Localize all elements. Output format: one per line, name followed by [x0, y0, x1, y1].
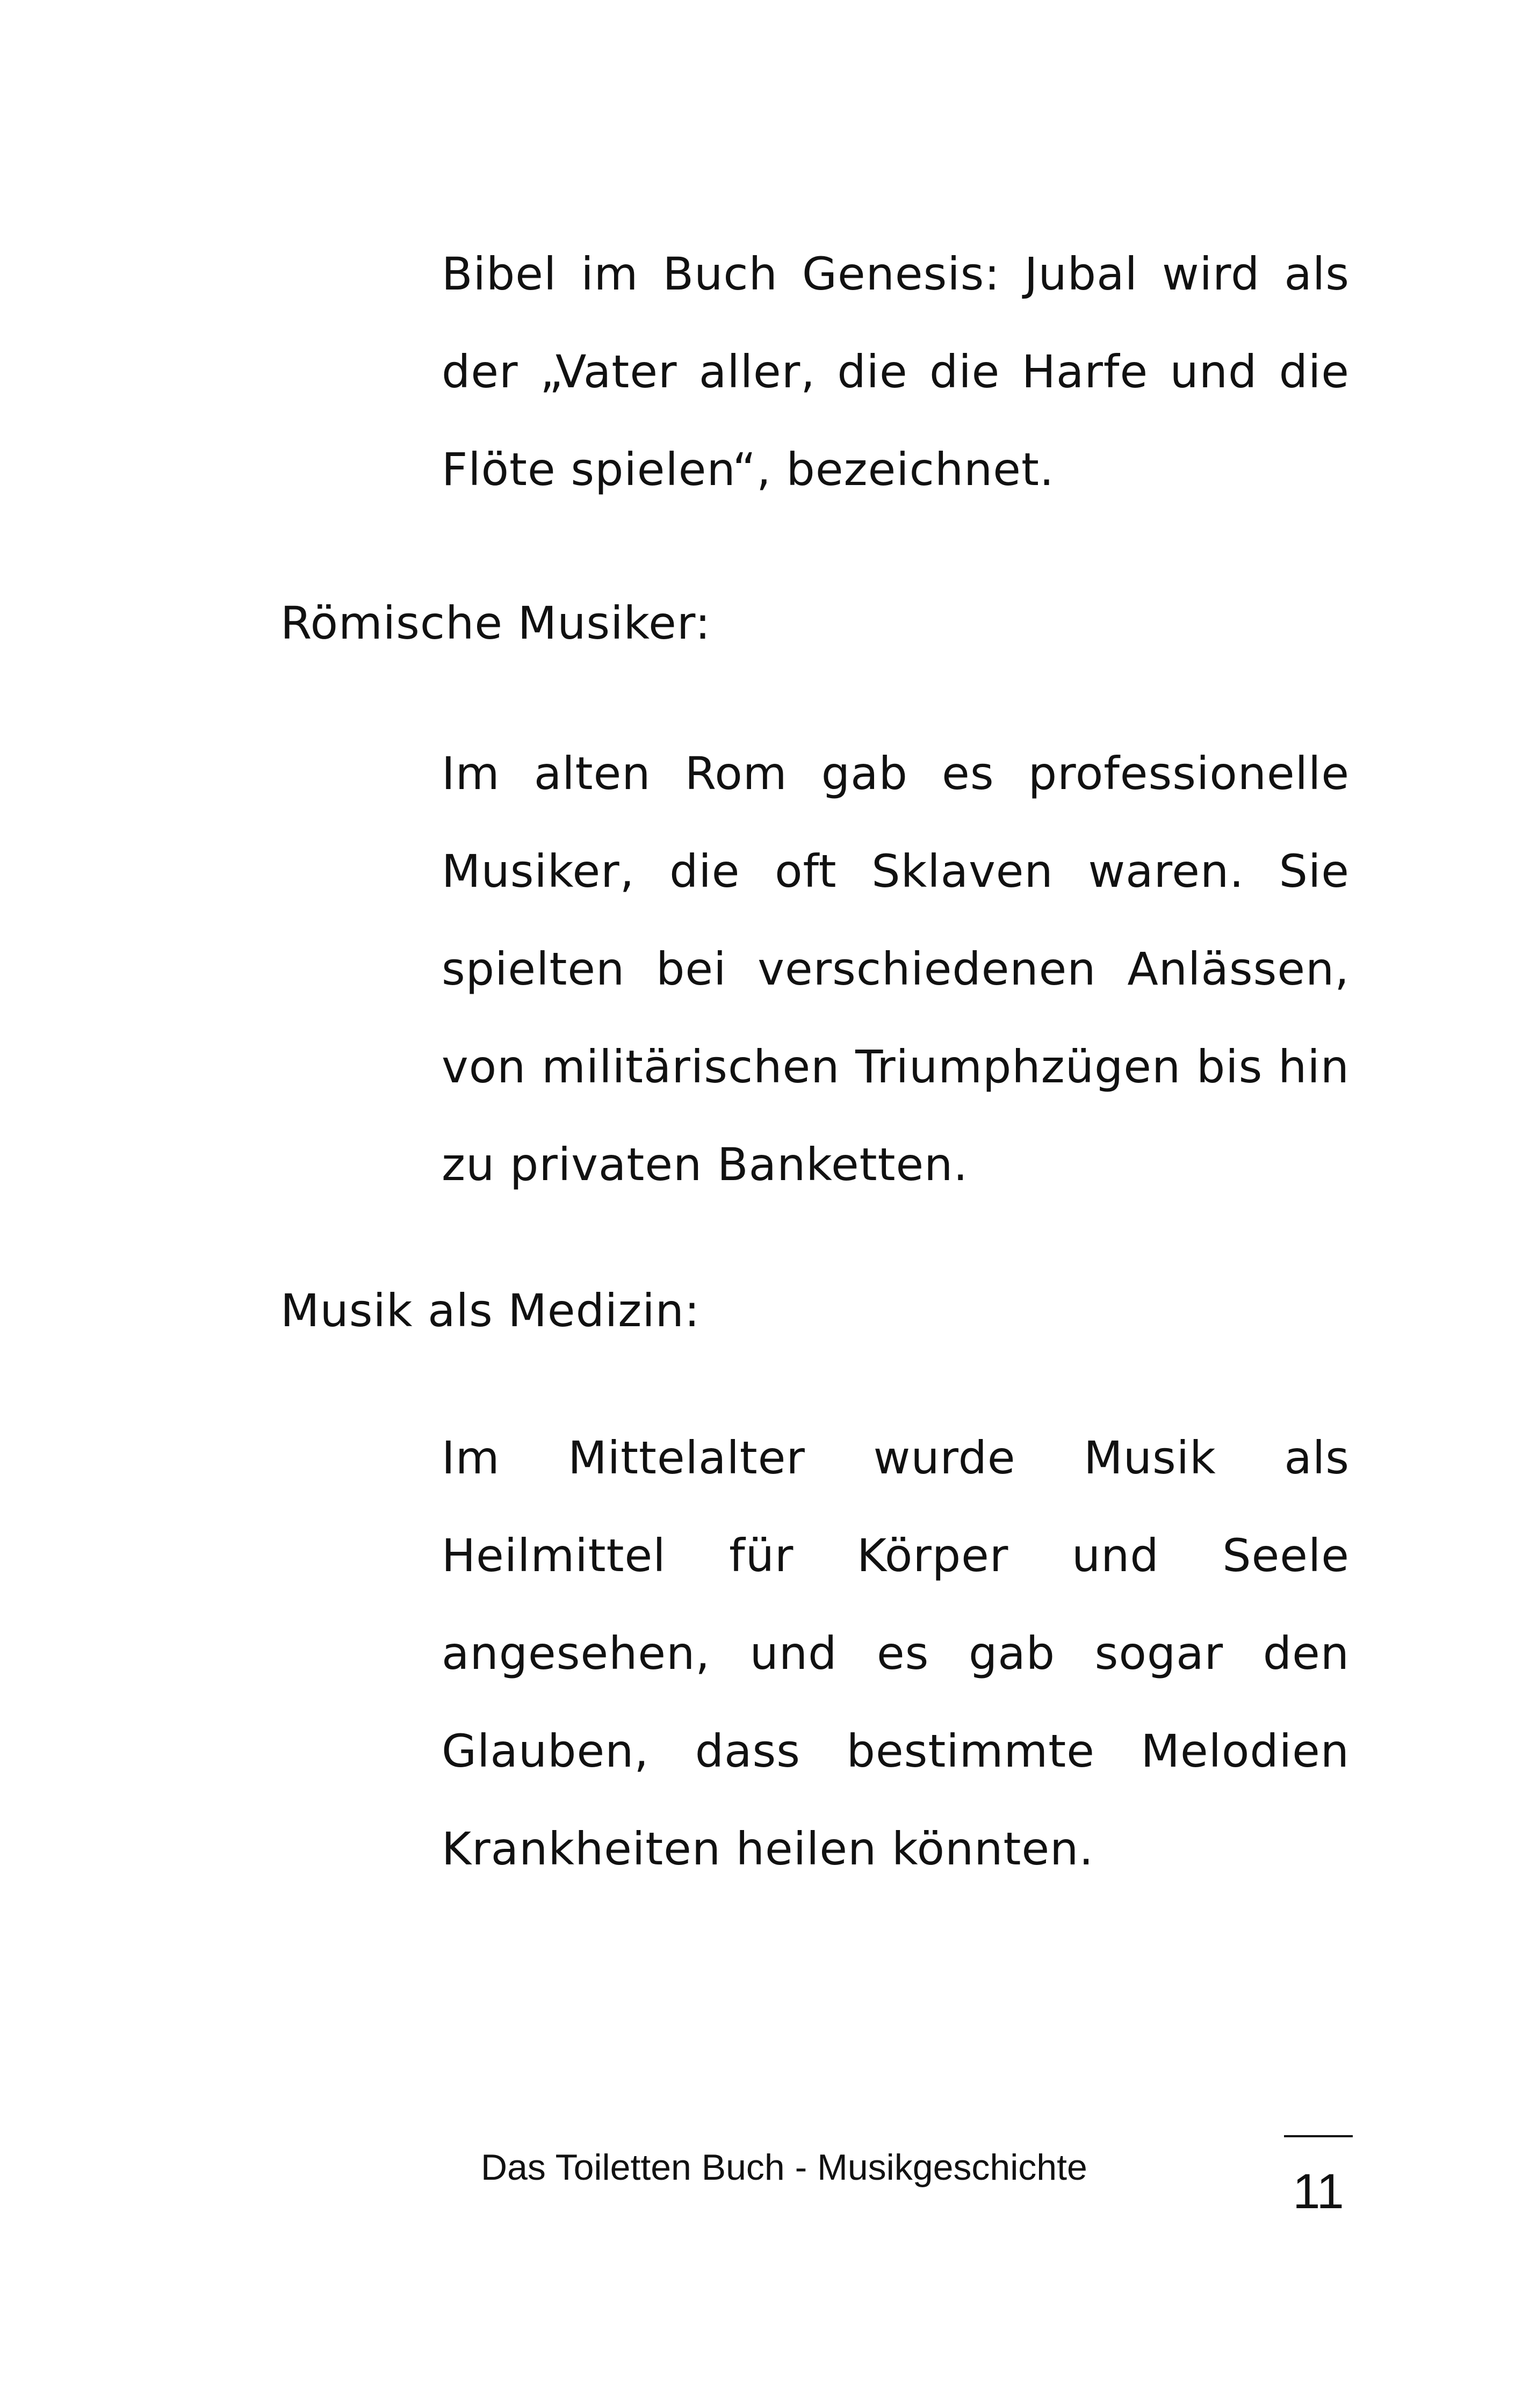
text-line: zu privaten Banketten.: [442, 1138, 969, 1191]
text-line: Heilmittel für Körper und Seele: [442, 1529, 1350, 1582]
text-line: spielten bei verschiedenen Anlässen,: [442, 943, 1350, 995]
text-line: Im Mittelalter wurde Musik als: [442, 1431, 1350, 1484]
text-line: von militärischen Triumphzügen bis hin: [442, 1040, 1350, 1093]
footer-book-title: Das Toiletten Buch - Musikgeschichte: [481, 2147, 1087, 2188]
section-heading-roemische-musiker: Römische Musiker:: [280, 597, 711, 649]
text-line: Bibel im Buch Genesis: Jubal wird als: [442, 248, 1350, 300]
text-line: angesehen, und es gab sogar den: [442, 1627, 1350, 1680]
paragraph-roemische-musiker: [442, 725, 1350, 1213]
section-heading-musik-als-medizin: Musik als Medizin:: [280, 1284, 701, 1337]
text-line: Musiker, die oft Sklaven waren. Sie: [442, 845, 1350, 898]
paragraph-musik-als-medizin: [442, 1409, 1350, 1898]
page-number: 11: [1293, 2164, 1344, 2219]
text-line: der „Vater aller, die die Harfe und die: [442, 345, 1350, 398]
text-line: Krankheiten heilen könnten.: [442, 1823, 1094, 1875]
text-line: Flöte spielen“, bezeichnet.: [442, 443, 1055, 496]
text-line: Im alten Rom gab es professionelle: [442, 747, 1350, 800]
paragraph-jubal: [442, 225, 1350, 518]
text-line: Glauben, dass bestimmte Melodien: [442, 1725, 1350, 1777]
page-number-rule: [1284, 2135, 1353, 2137]
